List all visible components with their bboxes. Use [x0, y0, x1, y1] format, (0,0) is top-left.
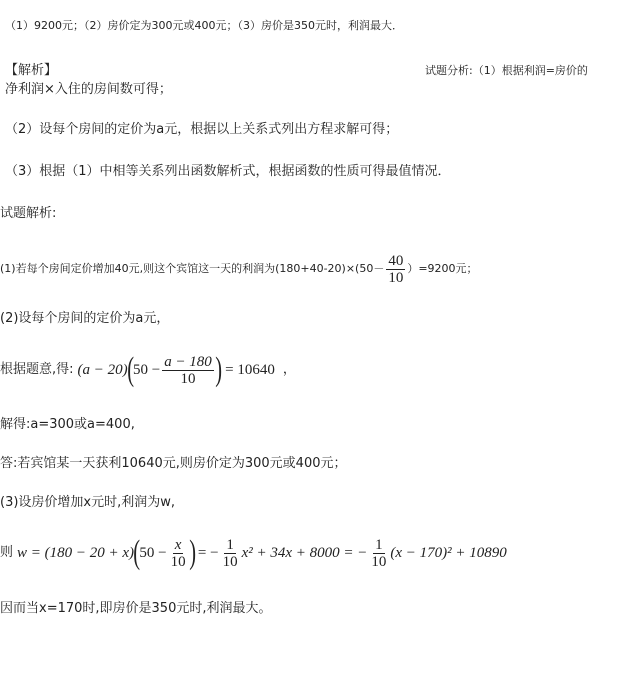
part1-fraction-num: 40 — [388, 252, 404, 269]
right-paren-glyph: ) — [215, 351, 222, 388]
part1-prefix: (1)若每个房间定价增加40元,则这个宾馆这一天的利润为(180+40-20)×(50－ — [0, 262, 385, 275]
answer-line: （1）9200元；（2）房价定为300元或400元；（3）房价是350元时，利润最大． — [5, 19, 403, 32]
part2-eq-a: (a − 20) — [77, 362, 128, 378]
solution-header: 试题解析: — [0, 206, 57, 221]
right-paren-glyph: ) — [188, 534, 196, 571]
analysis-point2: （2）设每个房间的定价为a元，根据以上关系式列出方程求解可得； — [5, 122, 399, 137]
part2-fraction — [162, 354, 214, 387]
part3-w: w = (180 − 20 + x) — [17, 545, 135, 561]
part2-answer: 答:若宾馆某一天获利10640元,则房价定为300元或400元； — [0, 456, 347, 471]
part3-fraction3 — [369, 537, 388, 570]
part3-mid: x² + 34x + 8000 = − — [241, 545, 368, 561]
part1-fraction-den: 10 — [388, 269, 404, 286]
part2-eq-50: 50 − — [132, 362, 161, 378]
part2-eq-prefix: 根据题意,得: — [0, 362, 74, 377]
left-paren-glyph: ( — [133, 534, 141, 571]
analysis-line2: 净利润×入住的房间数可得； — [5, 82, 172, 97]
part3-equation — [0, 531, 507, 575]
part2-solve: 解得:a=300或a=400, — [0, 417, 135, 432]
part2-equation — [0, 350, 296, 390]
conclusion: 因而当x=170时,即房价是350元时,利润最大。 — [0, 601, 272, 616]
part3-fraction2-den: 10 — [222, 553, 238, 570]
left-paren-glyph: ( — [126, 351, 134, 388]
part3-fraction3-den: 10 — [371, 553, 387, 570]
part2-eq-tail: ， — [282, 362, 296, 377]
part2-fraction-den: 10 — [180, 370, 196, 387]
part3-fraction1 — [169, 537, 188, 570]
analysis-point3: （3）根据（1）中相等关系列出函数解析式，根据函数的性质可得最值情况． — [5, 164, 451, 179]
part3-50: 50 − — [139, 545, 167, 561]
part3-fraction1-num: x — [174, 536, 182, 553]
part1-suffix: ）=9200元； — [407, 262, 478, 275]
part3-fraction2-num: 1 — [226, 536, 234, 553]
part2-fraction-num: a − 180 — [164, 353, 212, 370]
part2-eq-rhs: = 10640 — [225, 362, 275, 378]
analysis-header-right: 试题分析:（1）根据利润=房价的 — [425, 64, 588, 77]
part1-line — [0, 249, 478, 289]
part3-end: (x − 170)² + 10890 — [390, 545, 507, 561]
part3-fraction1-den: 10 — [170, 553, 186, 570]
part2-intro: (2)设每个房间的定价为a元， — [0, 311, 170, 326]
part3-fraction2 — [221, 537, 240, 570]
part3-fraction3-num: 1 — [375, 536, 383, 553]
part1-fraction — [386, 253, 405, 286]
part3-eq1: = − — [197, 545, 219, 561]
part3-prefix: 则 — [0, 545, 14, 560]
part3-intro: (3)设房价增加x元时,利润为w, — [0, 495, 176, 510]
analysis-header: 【解析】 — [5, 63, 58, 78]
